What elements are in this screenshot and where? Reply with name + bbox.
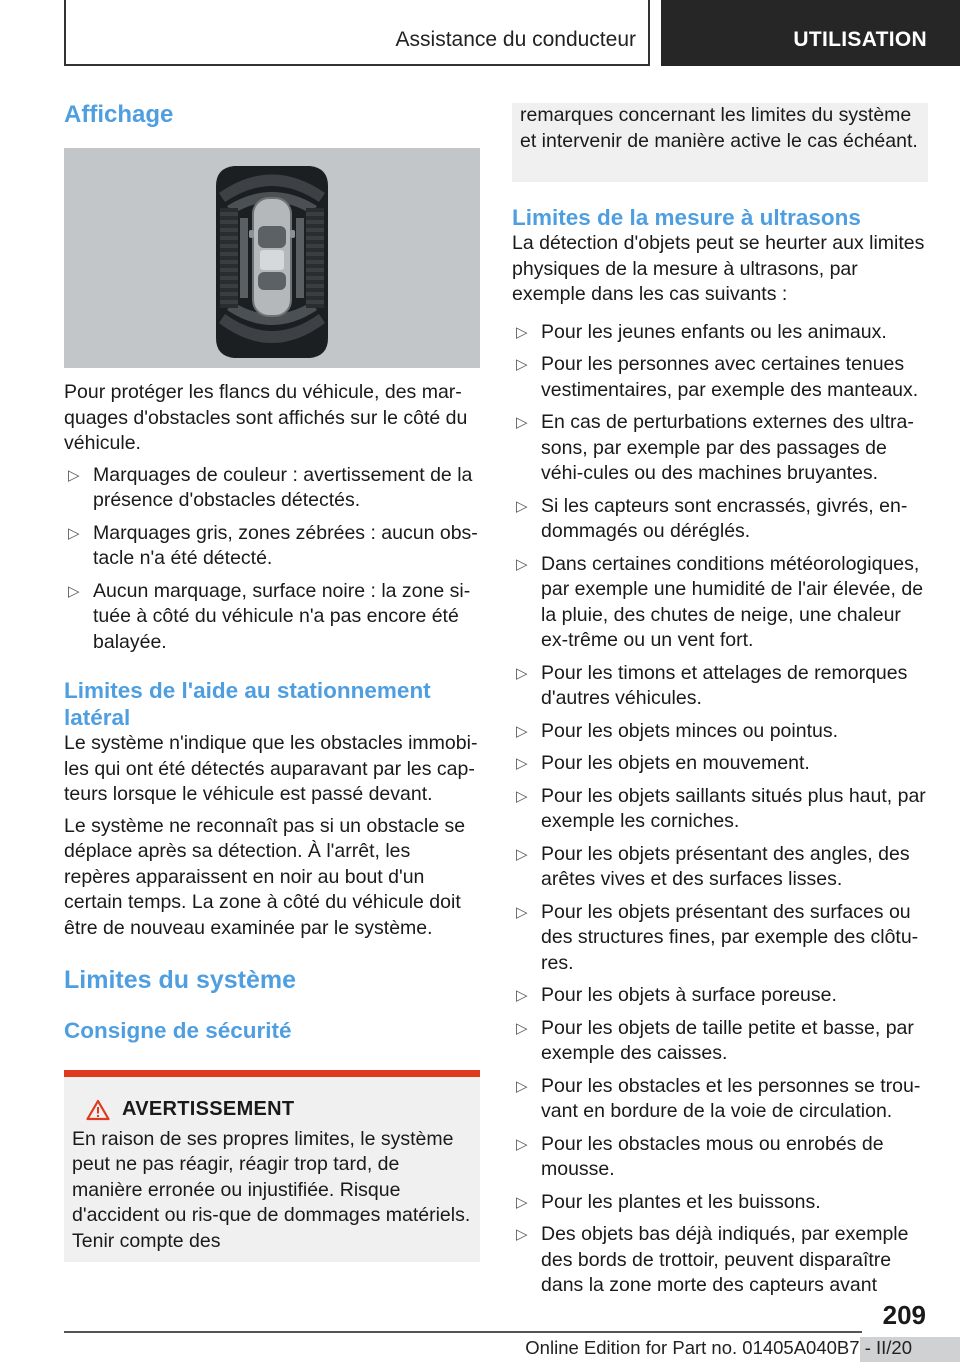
list-item: ▷ Pour les objets en mouvement.	[512, 751, 928, 777]
warning-text: En raison de ses propres limites, le système peut ne pas réagir, réagir trop tard, de manière erronée ou injustifiée. Risque d'accident ou ris-que de dommages matériels. Tenir compte des	[72, 1127, 471, 1252]
triangle-bullet-icon: ▷	[516, 414, 528, 431]
triangle-bullet-icon: ▷	[516, 987, 528, 1004]
triangle-bullet-icon: ▷	[516, 845, 528, 863]
triangle-bullet-icon: ▷	[516, 755, 528, 772]
list-item: ▷ Pour les timons et attelages de remorques d'autres véhicules.	[516, 661, 908, 709]
triangle-bullet-icon: ▷	[68, 524, 80, 542]
heading-affichage: Affichage	[64, 101, 174, 128]
heading-limites-ultrasons: Limites de la mesure à ultrasons	[512, 205, 861, 230]
footer-edition: Online Edition for Part no. 01405A040B7 - II/20	[525, 1337, 912, 1358]
list-item: ▷ Dans certaines conditions météorologiques, par exemple une humidité de l'air élevée, de la pluie, des chutes de neige, une chaleur ex-trême ou un vent fort.	[516, 552, 924, 651]
list-item: ▷ Pour les plantes et les buissons.	[512, 1190, 928, 1216]
triangle-bullet-icon: ▷	[516, 787, 528, 805]
warning-text-continued: remarques concernant les limites du système et intervenir de manière active le cas échéant.	[520, 104, 918, 152]
list-item: ▷ Pour les objets de taille petite et basse, par exemple des caisses.	[516, 1016, 914, 1064]
list-item: ▷ Pour les obstacles mous ou enrobés de mousse.	[516, 1132, 884, 1180]
heading-limites-systeme: Limites du système	[64, 966, 297, 994]
parking-display-figure	[64, 148, 480, 368]
warning-triangle-icon	[86, 1099, 110, 1121]
list-item: ▷ Marquages de couleur : avertissement de la présence d'obstacles détectés.	[68, 463, 473, 511]
list-item: ▷ Pour les objets à surface poreuse.	[512, 983, 928, 1009]
triangle-bullet-icon: ▷	[516, 1077, 528, 1095]
header-chapter-label: UTILISATION	[793, 28, 927, 51]
heading-consigne-securite: Consigne de sécurité	[64, 1018, 292, 1043]
triangle-bullet-icon: ▷	[516, 1226, 528, 1243]
list-item: ▷ Pour les objets présentant des surfaces ou des structures fines, par exemple des clôtu-res.	[516, 900, 919, 974]
list-item: ▷ Des objets bas déjà indiqués, par exemple des bords de trottoir, peuvent disparaître dans la zone morte des capteurs avant	[516, 1223, 909, 1296]
footer-rule	[64, 1331, 862, 1333]
triangle-bullet-icon: ▷	[516, 664, 528, 682]
limites-aide-para2: Le système ne reconnaît pas si un obstacle se déplace après sa détection. À l'arrêt, les repères apparaissent en noir au bout d'un certain temps. La zone à côté du véhicule doit être de nouveau examinée par le système.	[64, 814, 466, 939]
warning-title: AVERTISSEMENT	[86, 1097, 472, 1123]
right-column	[512, 103, 928, 1306]
list-item: ▷ Pour les objets minces ou pointus.	[512, 719, 928, 745]
ultrasons-list	[512, 320, 928, 1299]
warning-box-continued	[512, 103, 928, 182]
triangle-bullet-icon: ▷	[516, 555, 528, 573]
header-rule-mid	[648, 0, 650, 66]
list-item: ▷ Pour les jeunes enfants ou les animaux.	[512, 320, 928, 346]
left-column	[64, 100, 480, 1262]
triangle-bullet-icon: ▷	[516, 356, 528, 373]
warning-box	[64, 1070, 480, 1262]
triangle-bullet-icon: ▷	[516, 1193, 528, 1211]
limites-aide-para1: Le système n'indique que les obstacles immobi-les qui ont été détectés auparavant par les cap-teurs lorsque le véhicule est passé devant.	[64, 732, 478, 805]
header-rule-bottom	[64, 64, 650, 66]
list-item: ▷ Aucun marquage, surface noire : la zone si-tuée à côté du véhicule n'a pas encore été balayée.	[68, 579, 471, 653]
triangle-bullet-icon: ▷	[516, 903, 528, 921]
triangle-bullet-icon: ▷	[68, 466, 80, 484]
page-number: 209	[882, 1300, 926, 1330]
triangle-bullet-icon: ▷	[516, 497, 528, 515]
list-item: ▷ Marquages gris, zones zébrées : aucun obs-tacle n'a été détecté.	[68, 521, 478, 569]
list-item: ▷ En cas de perturbations externes des ultra-sons, par exemple par des passages de véhi-cules ou des machines bruyantes.	[516, 411, 914, 484]
list-item: ▷ Pour les objets présentant des angles, des arêtes vives et des surfaces lisses.	[516, 842, 910, 890]
list-item: ▷ Pour les personnes avec certaines tenues vestimentaires, par exemple des manteaux.	[516, 353, 919, 401]
list-item: ▷ Pour les obstacles et les personnes se trou-vant en bordure de la voie de circulation.	[516, 1074, 921, 1122]
triangle-bullet-icon: ▷	[516, 722, 528, 740]
affichage-list	[64, 463, 480, 656]
triangle-bullet-icon: ▷	[516, 323, 528, 341]
side-parking-assist-illustration	[64, 148, 480, 368]
triangle-bullet-icon: ▷	[516, 1135, 528, 1153]
affichage-intro: Pour protéger les flancs du véhicule, des mar-quages d'obstacles sont affichés sur le côté du véhicule.	[64, 381, 468, 454]
list-item: ▷ Si les capteurs sont encrassés, givrés, en-dommagés ou déréglés.	[516, 494, 908, 542]
heading-limites-aide: Limites de l'aide au stationnement latéral	[64, 678, 431, 730]
header-section-title: Assistance du conducteur	[395, 28, 636, 51]
triangle-bullet-icon: ▷	[516, 1019, 528, 1037]
list-item: ▷ Pour les objets saillants situés plus haut, par exemple les corniches.	[516, 784, 926, 832]
triangle-bullet-icon: ▷	[68, 582, 80, 600]
ultrasons-intro: La détection d'objets peut se heurter aux limites physiques de la mesure à ultrasons, par exemple dans les cas suivants :	[512, 232, 925, 305]
